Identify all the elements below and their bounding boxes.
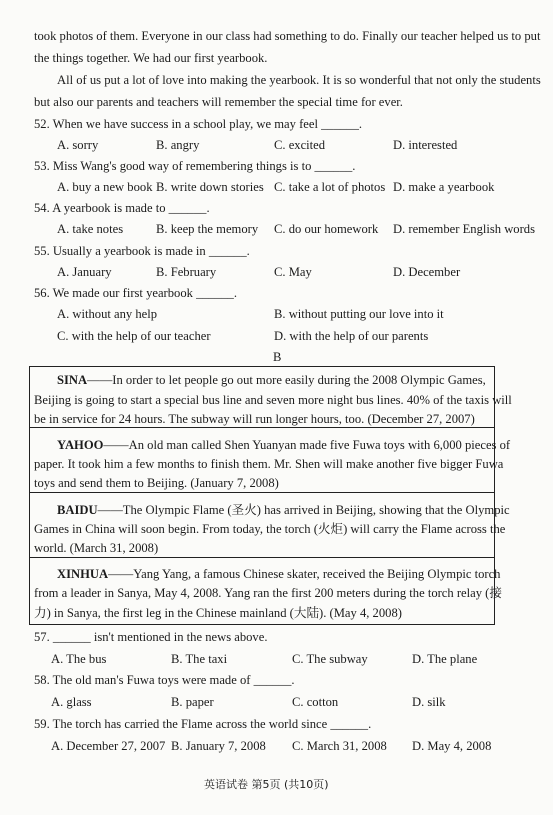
- answer-option[interactable]: D. remember English words: [393, 222, 535, 236]
- answer-option[interactable]: D. make a yearbook: [393, 180, 495, 194]
- answer-option[interactable]: C. take a lot of photos: [274, 180, 386, 194]
- news-divider: [29, 492, 495, 493]
- question-stem: 58. The old man's Fuwa toys were made of ______.: [34, 673, 295, 687]
- question-stem: 55. Usually a yearbook is made in ______.: [34, 244, 250, 258]
- answer-option[interactable]: D. The plane: [412, 652, 478, 666]
- question-stem: 59. The torch has carried the Flame across the world since ______.: [34, 717, 372, 731]
- answer-option[interactable]: D. with the help of our parents: [274, 329, 429, 343]
- answer-option[interactable]: C. excited: [274, 138, 326, 152]
- news-text: Games in China will soon begin. From today, the torch (火炬) will carry the Flame across the: [34, 522, 506, 536]
- answer-option[interactable]: A. glass: [51, 695, 92, 709]
- answer-option[interactable]: D. December: [393, 265, 461, 279]
- passage-line: All of us put a lot of love into making the yearbook. It is so wonderful that not only the students: [57, 73, 541, 87]
- question-stem: 54. A yearbook is made to ______.: [34, 201, 210, 215]
- news-text: ——In order to let people go out more easily during the 2008 Olympic Games,: [87, 373, 486, 387]
- answer-option[interactable]: B. without putting our love into it: [274, 307, 444, 321]
- news-text: ——Yang Yang, a famous Chinese skater, received the Beijing Olympic torch: [108, 567, 501, 581]
- question-stem: 57. ______ isn't mentioned in the news above.: [34, 630, 268, 644]
- news-text: Beijing is going to start a special bus line and seven more night bus lines. 40% of the taxis will: [34, 393, 512, 407]
- question-stem: 53. Miss Wang's good way of remembering things is to ______.: [34, 159, 356, 173]
- news-source: BAIDU: [57, 503, 98, 517]
- news-item-sina: [57, 372, 486, 388]
- news-item-baidu: [57, 502, 510, 518]
- answer-option[interactable]: A. take notes: [57, 222, 124, 236]
- answer-option[interactable]: A. buy a new book: [57, 180, 153, 194]
- answer-option[interactable]: C. with the help of our teacher: [57, 329, 211, 343]
- answer-option[interactable]: C. cotton: [292, 695, 339, 709]
- answer-option[interactable]: A. December 27, 2007: [51, 739, 166, 753]
- answer-option[interactable]: A. without any help: [57, 307, 158, 321]
- answer-option[interactable]: B. paper: [171, 695, 214, 709]
- answer-option[interactable]: B. January 7, 2008: [171, 739, 266, 753]
- news-source: XINHUA: [57, 567, 109, 581]
- answer-option[interactable]: B. write down stories: [156, 180, 264, 194]
- news-text: ——The Olympic Flame (圣火) has arrived in Beijing, showing that the Olympic: [97, 503, 510, 517]
- news-source: YAHOO: [57, 438, 104, 452]
- answer-option[interactable]: C. March 31, 2008: [292, 739, 387, 753]
- answer-option[interactable]: C. do our homework: [274, 222, 379, 236]
- answer-option[interactable]: D. interested: [393, 138, 458, 152]
- news-text: 力) in Sanya, the first leg in the Chinese mainland (大陆). (May 4, 2008): [34, 606, 402, 620]
- answer-option[interactable]: A. The bus: [51, 652, 107, 666]
- answer-option[interactable]: D. silk: [412, 695, 446, 709]
- passage-line: took photos of them. Everyone in our class had something to do. Finally our teacher helped us to put: [34, 29, 541, 43]
- answer-option[interactable]: C. May: [274, 265, 312, 279]
- news-item-yahoo: [57, 437, 510, 453]
- news-text: world. (March 31, 2008): [34, 541, 159, 555]
- answer-option[interactable]: C. The subway: [292, 652, 368, 666]
- news-text: from a leader in Sanya, May 4, 2008. Yang ran the first 200 meters during the torch relay (接: [34, 586, 502, 600]
- passage-line: but also our parents and teachers will remember the special time for ever.: [34, 95, 403, 109]
- question-stem: 56. We made our first yearbook ______.: [34, 286, 238, 300]
- answer-option[interactable]: A. sorry: [57, 138, 99, 152]
- news-divider: [29, 557, 495, 558]
- news-divider: [29, 427, 495, 428]
- passage-line: the things together. We had our first yearbook.: [34, 51, 268, 65]
- answer-option[interactable]: B. February: [156, 265, 217, 279]
- answer-option[interactable]: A. January: [57, 265, 112, 279]
- news-text: be in service for 24 hours. The subway will run longer hours, too. (December 27, 2007): [34, 412, 475, 426]
- news-item-xinhua: [57, 566, 500, 582]
- answer-option[interactable]: B. The taxi: [171, 652, 228, 666]
- news-text: paper. It took him a few months to finish them. Mr. Shen will make another five bigger Fuwa: [34, 457, 504, 471]
- section-label: B: [273, 350, 282, 364]
- question-stem: 52. When we have success in a school play, we may feel ______.: [34, 117, 363, 131]
- news-text: ——An old man called Shen Yuanyan made five Fuwa toys with 6,000 pieces of: [103, 438, 511, 452]
- answer-option[interactable]: B. angry: [156, 138, 200, 152]
- news-text: toys and send them to Beijing. (January 7, 2008): [34, 476, 279, 490]
- page-footer: 英语试卷 第5页 (共10页): [204, 778, 329, 791]
- answer-option[interactable]: B. keep the memory: [156, 222, 259, 236]
- answer-option[interactable]: D. May 4, 2008: [412, 739, 492, 753]
- news-source: SINA: [57, 373, 88, 387]
